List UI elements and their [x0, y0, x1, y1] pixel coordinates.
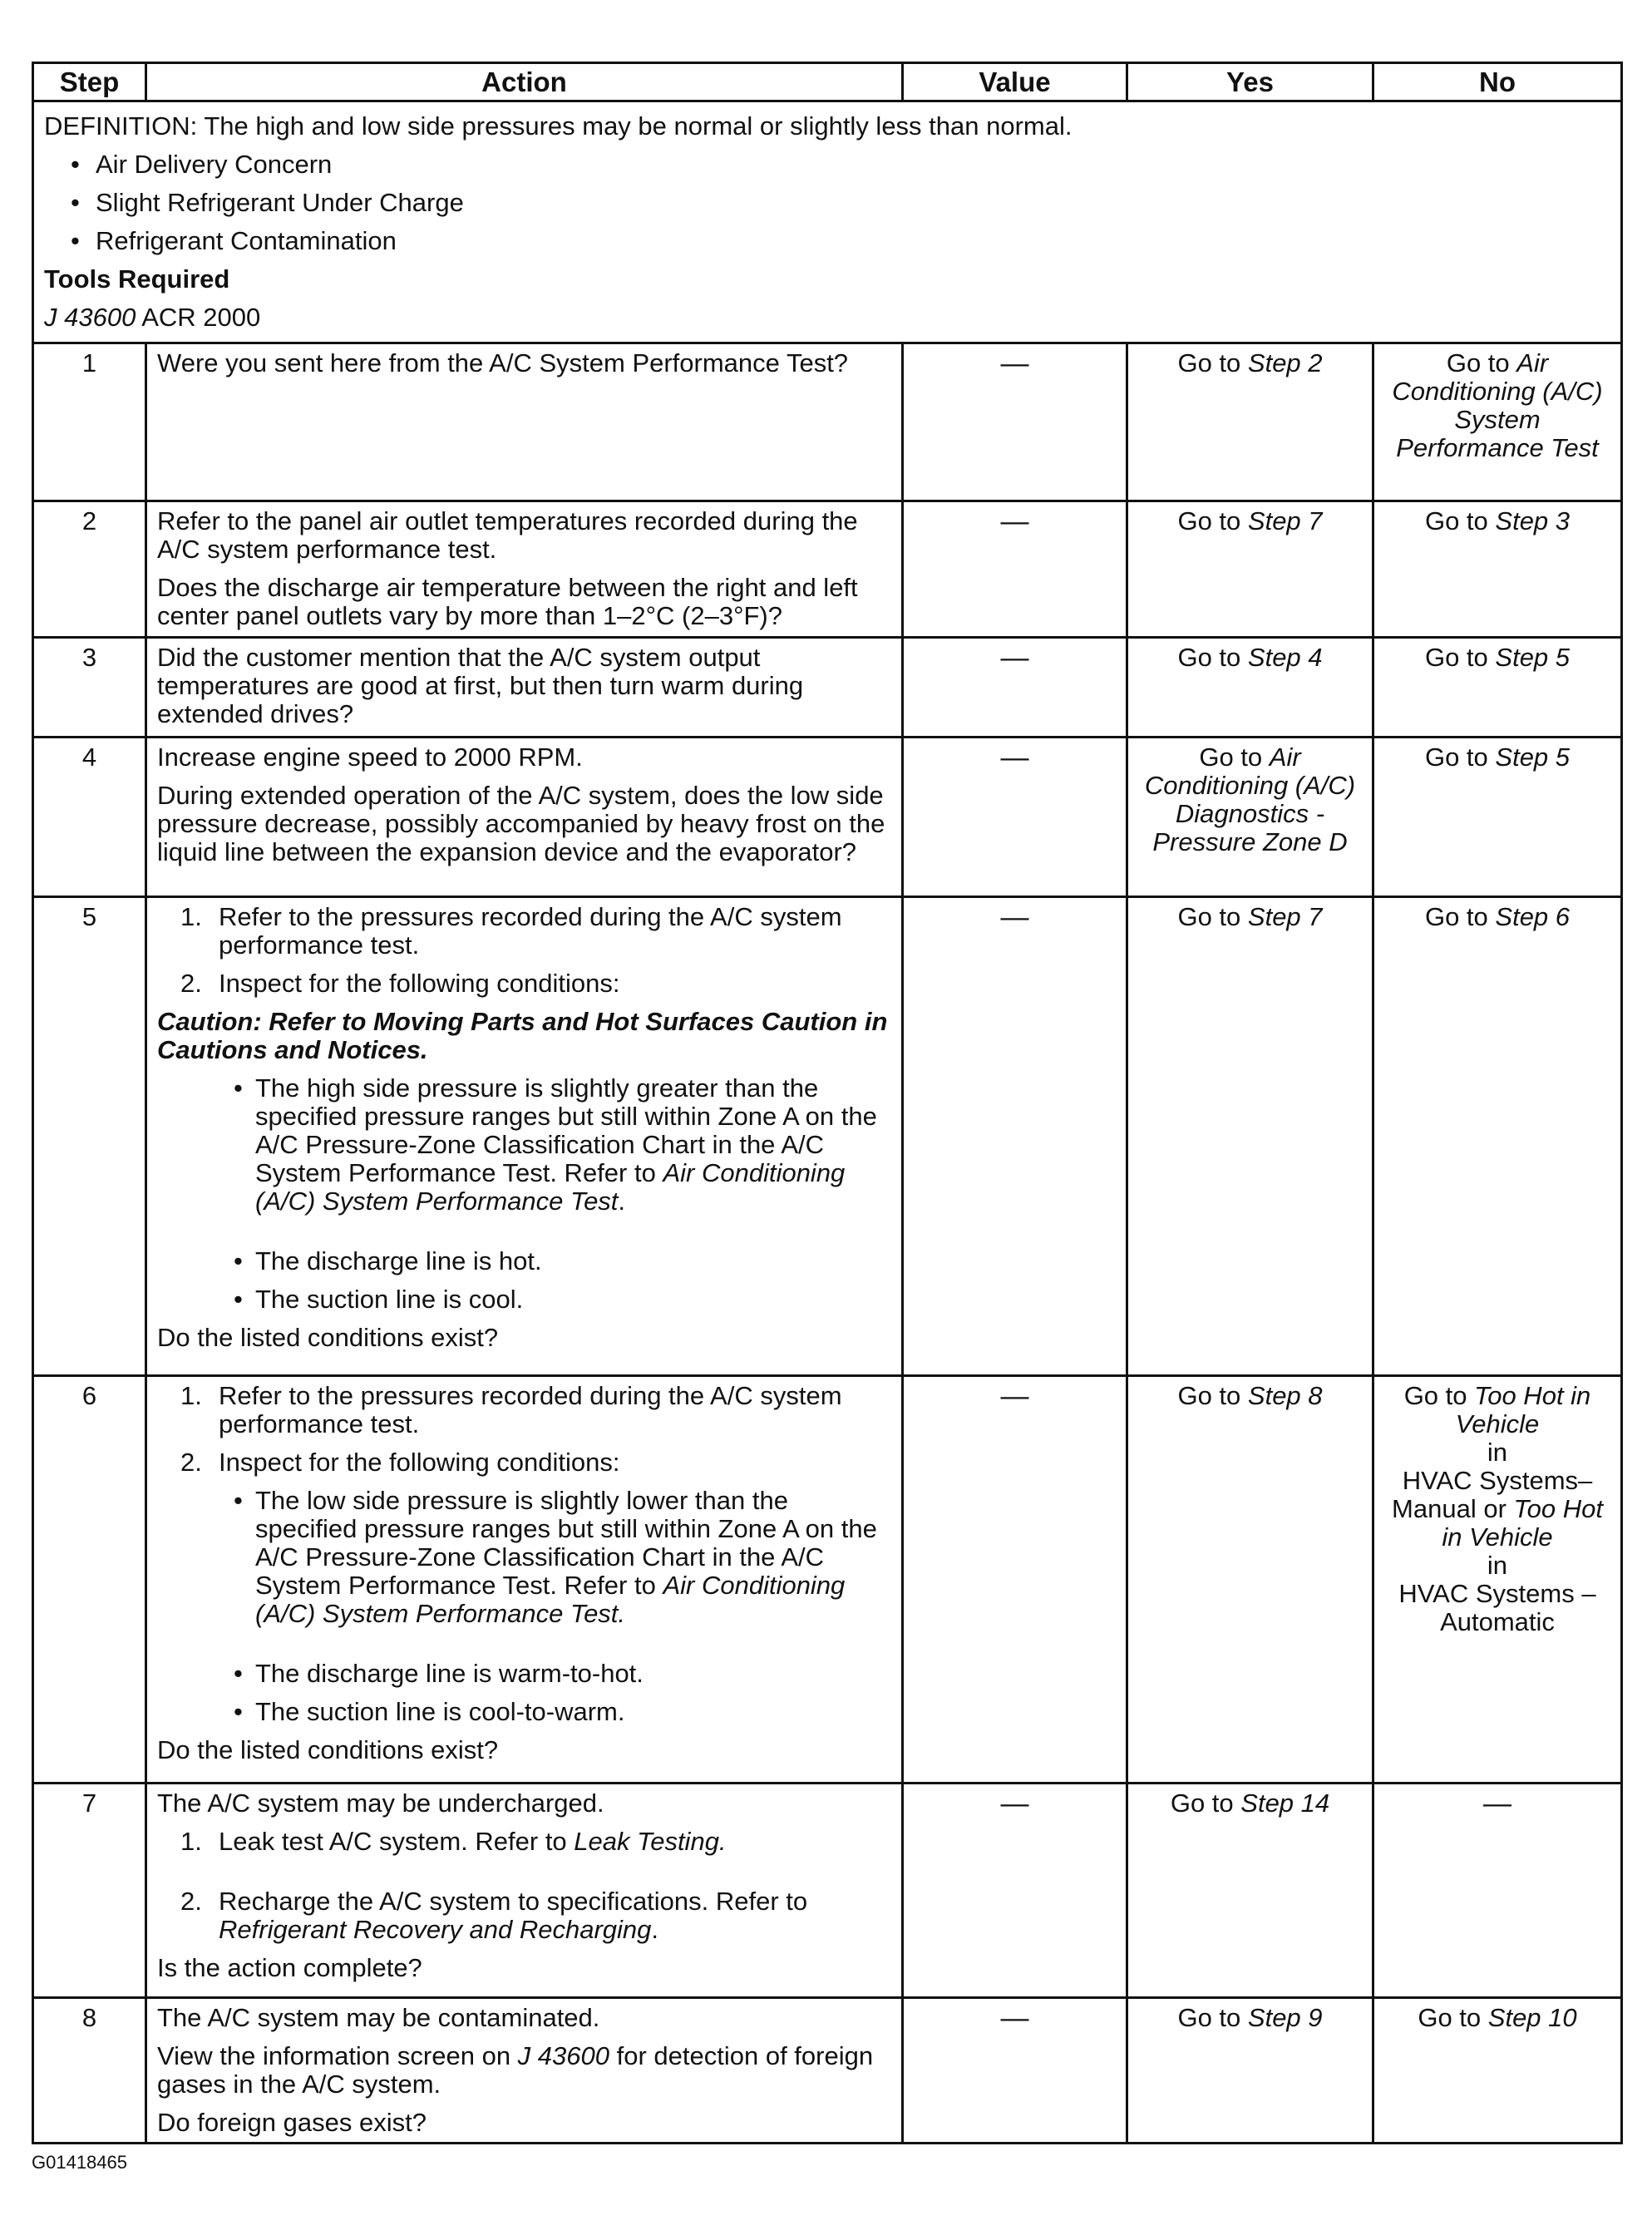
table-row — [33, 1376, 1622, 1784]
yes-cell[interactable]: Go to Step 7 — [1127, 897, 1373, 1376]
header-value: Value — [903, 63, 1127, 101]
no-cell[interactable]: Go to Step 6 — [1373, 897, 1622, 1376]
yes-cell[interactable]: Go to Step 9 — [1127, 1998, 1373, 2144]
value-cell: — — [903, 501, 1127, 638]
definition-row — [33, 101, 1622, 343]
action-cell: 1. Refer to the pressures recorded during the A/C system performance test. 2. Inspect for the following conditions: Caution: Refer to Moving Parts and Hot Surfaces Caution in Cautions and Notices. • The high side pressure is slightly greater than the specified pressure ranges but still within Zone A on the A/C Pressure-Zone Classification Chart in the A/C System Performance Test. Refer to Air Conditioning (A/C) System Performance Test. • The discharge line is hot. • The suction line is cool. Do the listed conditions exist? — [146, 897, 903, 1376]
action-cell: Refer to the panel air outlet temperatures recorded during the A/C system performance test. Does the discharge air temperature between the right and left center panel outlets vary by more than 1–2°C (2–3°F)? — [146, 501, 903, 638]
table-row — [33, 1998, 1622, 2144]
step-number: 1 — [33, 343, 146, 501]
definition-text: DEFINITION: The high and low side pressures may be normal or slightly less than normal. — [44, 111, 1073, 141]
no-cell[interactable]: Go to Too Hot in Vehicle in HVAC Systems–Manual or Too Hot in Vehicle in HVAC Systems – Automatic — [1373, 1376, 1622, 1784]
tools-required-label: Tools Required — [44, 264, 230, 294]
action-cell: 1. Refer to the pressures recorded during the A/C system performance test. 2. Inspect for the following conditions: • The low side pressure is slightly lower than the specified pressure ranges but still within Zone A on the A/C Pressure-Zone Classification Chart in the A/C System Performance Test. Refer to Air Conditioning (A/C) System Performance Test. • The discharge line is warm-to-hot. • The suction line is cool-to-warm. Do the listed conditions exist? — [146, 1376, 903, 1784]
value-cell: — — [903, 1376, 1127, 1784]
step-number: 3 — [33, 638, 146, 738]
header-no: No — [1373, 63, 1622, 101]
figure-id: G01418465 — [32, 2152, 127, 2173]
value-cell: — — [903, 1998, 1127, 2144]
inline-link: Leak Testing. — [574, 1827, 727, 1856]
header-step: Step — [33, 63, 146, 101]
table-row — [33, 638, 1622, 738]
step-number: 4 — [33, 738, 146, 897]
header-action: Action — [146, 63, 903, 101]
inline-link: Refrigerant Recovery and Recharging — [219, 1915, 652, 1944]
step-number: 7 — [33, 1784, 146, 1998]
definition-bullet: • Air Delivery Concern — [71, 150, 333, 179]
inline-link: Air Conditioning (A/C) System Performance Test. — [255, 1571, 846, 1628]
caution-note: Caution: Refer to Moving Parts and Hot Surfaces Caution in Cautions and Notices. — [157, 1007, 888, 1064]
value-cell: — — [903, 1784, 1127, 1998]
tool-entry — [44, 299, 1610, 337]
table-row — [33, 501, 1622, 638]
no-cell[interactable]: Go to Step 5 — [1373, 738, 1622, 897]
no-cell[interactable]: Go to Air Conditioning (A/C) System Performance Test — [1373, 343, 1622, 501]
diagnostic-table — [32, 62, 1623, 2144]
value-cell: — — [903, 343, 1127, 501]
inline-link: Air Conditioning (A/C) System Performance Test — [255, 1158, 846, 1216]
tool-id: J 43600 — [44, 303, 136, 332]
tool-name: ACR 2000 — [136, 303, 261, 332]
table-row — [33, 738, 1622, 897]
table-row — [33, 897, 1622, 1376]
definition-bullet: • Refrigerant Contamination — [71, 226, 397, 255]
yes-cell[interactable]: Go to Step 8 — [1127, 1376, 1373, 1784]
definition-bullet: • Slight Refrigerant Under Charge — [71, 188, 464, 217]
table-row — [33, 1784, 1622, 1998]
value-cell: — — [903, 638, 1127, 738]
yes-cell[interactable]: Go to Step 7 — [1127, 501, 1373, 638]
step-number: 6 — [33, 1376, 146, 1784]
yes-cell[interactable]: Go to Step 2 — [1127, 343, 1373, 501]
no-cell: — — [1373, 1784, 1622, 1998]
definition-cell — [33, 101, 1622, 343]
action-cell: Were you sent here from the A/C System Performance Test? — [146, 343, 903, 501]
value-cell: — — [903, 738, 1127, 897]
step-number: 5 — [33, 897, 146, 1376]
yes-cell[interactable]: Go to Step 4 — [1127, 638, 1373, 738]
no-cell[interactable]: Go to Step 3 — [1373, 501, 1622, 638]
value-cell: — — [903, 897, 1127, 1376]
action-cell: Increase engine speed to 2000 RPM. During extended operation of the A/C system, does the low side pressure decrease, possibly accompanied by heavy frost on the liquid line between the expansion device and the evaporator? — [146, 738, 903, 897]
yes-link: Step 2 — [1247, 348, 1323, 377]
header-row — [33, 63, 1622, 101]
action-cell: The A/C system may be contaminated. View the information screen on J 43600 for detection of foreign gases in the A/C system. Do foreign gases exist? — [146, 1998, 903, 2144]
no-link: Air Conditioning (A/C) System Performance Test — [1392, 348, 1603, 462]
yes-cell[interactable]: Go to Air Conditioning (A/C) Diagnostics - Pressure Zone D — [1127, 738, 1373, 897]
no-cell[interactable]: Go to Step 10 — [1373, 1998, 1622, 2144]
no-cell[interactable]: Go to Step 5 — [1373, 638, 1622, 738]
yes-cell[interactable]: Go to Step 14 — [1127, 1784, 1373, 1998]
table-row — [33, 343, 1622, 501]
step-number: 2 — [33, 501, 146, 638]
step-number: 8 — [33, 1998, 146, 2144]
header-yes: Yes — [1127, 63, 1373, 101]
action-cell: The A/C system may be undercharged. 1. Leak test A/C system. Refer to Leak Testing. 2. Recharge the A/C system to specifications. Refer to Refrigerant Recovery and Recharging. Is the action complete? — [146, 1784, 903, 1998]
action-cell: Did the customer mention that the A/C system output temperatures are good at first, but then turn warm during extended drives? — [146, 638, 903, 738]
